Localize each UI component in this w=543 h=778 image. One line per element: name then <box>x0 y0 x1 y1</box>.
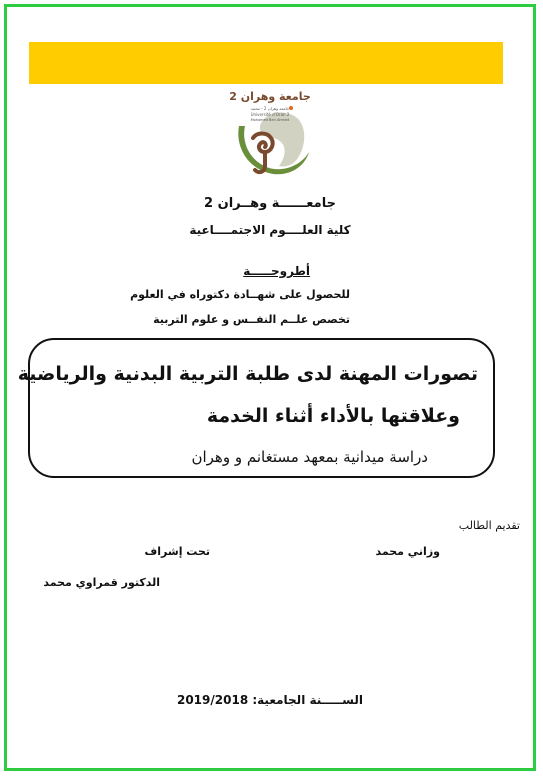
university-name: جامعــــــة وهــران 2 <box>204 196 336 211</box>
supervisor-name: الدكتور قمراوي محمد <box>43 576 160 589</box>
academic-year: الســـــنة الجامعية: 2019/2018 <box>176 693 363 707</box>
title-line-1: تصورات المهنة لدى طلبة التربية البدنية والرياضية <box>17 363 478 385</box>
logo-line-fr: Université d'Oran 2 <box>250 112 290 117</box>
faculty-name: كلية العلــــوم الاجتمــــاعية <box>189 223 351 237</box>
logo-line-fr2: Mohamed Ben Ahmed <box>250 118 290 122</box>
header-banner <box>29 42 503 84</box>
subtitle: دراسة ميدانية بمعهد مستغانم و وهران <box>191 448 428 466</box>
presented-by-label: تقديم الطالب <box>458 519 520 532</box>
thesis-label: أطروحـــــة <box>243 264 310 278</box>
university-logo <box>225 86 315 180</box>
degree-line: للحصول على شهــادة دكتوراه في العلوم <box>130 288 350 301</box>
title-line-2: وعلاقتها بالأداء أثناء الخدمة <box>206 405 460 427</box>
specialty-line: تخصص علــم النفــس و علوم التربية <box>153 313 350 326</box>
logo-line-ar: جامعة وهران 2 - محمد <box>250 106 290 111</box>
student-name: وزاني محمد <box>375 545 440 558</box>
logo-name: جامعة وهران 2 <box>229 90 311 103</box>
supervision-label: تحت إشراف <box>144 545 210 558</box>
